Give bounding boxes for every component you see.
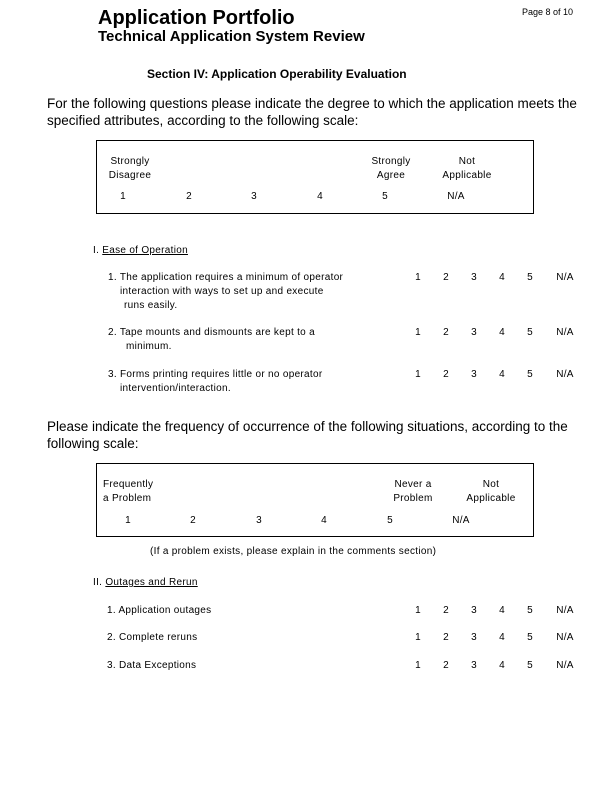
scale-value: N/A — [447, 191, 465, 202]
rating-option-1[interactable]: 1 — [415, 272, 421, 283]
rating-option-3[interactable]: 3 — [471, 632, 477, 643]
rating-option-2[interactable]: 2 — [443, 605, 449, 616]
rating-option-na[interactable]: N/A — [556, 605, 574, 616]
intro-text-2: Please indicate the frequency of occurrence of the following situations, according to the following scale: — [47, 419, 568, 451]
rating-option-4[interactable]: 4 — [499, 632, 505, 643]
rating-option-na[interactable]: N/A — [556, 660, 574, 671]
rating-option-5[interactable]: 5 — [527, 632, 533, 643]
rating-option-5[interactable]: 5 — [527, 660, 533, 671]
scale-label-never-a-problem: Never a Problem — [393, 479, 433, 504]
section-title: Section IV: Application Operability Evaluation — [147, 67, 407, 81]
rating-option-4[interactable]: 4 — [499, 605, 505, 616]
rating-option-3[interactable]: 3 — [471, 327, 477, 338]
rating-option-1[interactable]: 1 — [415, 660, 421, 671]
scale-value: 4 — [321, 515, 327, 526]
rating-option-na[interactable]: N/A — [556, 369, 574, 380]
question-2-3: 3. Data Exceptions — [107, 660, 197, 671]
page-number: Page 8 of 10 — [522, 7, 574, 17]
rating-option-na[interactable]: N/A — [556, 632, 574, 643]
scale-label-frequently-a-problem: Frequently a Problem — [103, 479, 154, 504]
scale-value: 4 — [317, 191, 323, 202]
rating-option-4[interactable]: 4 — [499, 272, 505, 283]
scale-value: 3 — [256, 515, 262, 526]
question-2-1: 1. Application outages — [107, 605, 212, 616]
scale-label-not-applicable: Not Applicable — [442, 156, 492, 181]
rating-option-3[interactable]: 3 — [471, 369, 477, 380]
rating-option-2[interactable]: 2 — [443, 327, 449, 338]
rating-option-1[interactable]: 1 — [415, 632, 421, 643]
rating-option-2[interactable]: 2 — [443, 660, 449, 671]
scale-label-strongly-disagree: Strongly Disagree — [108, 156, 152, 181]
rating-option-4[interactable]: 4 — [499, 660, 505, 671]
scale-label-strongly-agree: Strongly Agree — [371, 156, 411, 181]
scale-value: 2 — [186, 191, 192, 202]
document-title: Application Portfolio — [98, 7, 295, 29]
rating-option-5[interactable]: 5 — [527, 272, 533, 283]
question-2-2: 2. Complete reruns — [107, 632, 198, 643]
document-subtitle: Technical Application System Review — [98, 28, 365, 45]
rating-option-1[interactable]: 1 — [415, 327, 421, 338]
rating-option-na[interactable]: N/A — [556, 272, 574, 283]
intro-text-1: For the following questions please indicate the degree to which the application meets the specified attributes, according to the following scale: — [47, 96, 577, 128]
scale-note: (If a problem exists, please explain in the comments section) — [150, 546, 437, 557]
rating-option-1[interactable]: 1 — [415, 369, 421, 380]
part1-heading: I. Ease of Operation — [93, 245, 188, 256]
question-1-2: 2. Tape mounts and dismounts are kept to a minimum. — [108, 327, 315, 352]
scale-value: 2 — [190, 515, 196, 526]
rating-option-3[interactable]: 3 — [471, 660, 477, 671]
scale-value: 5 — [382, 191, 388, 202]
rating-option-1[interactable]: 1 — [415, 605, 421, 616]
rating-option-3[interactable]: 3 — [471, 605, 477, 616]
rating-option-5[interactable]: 5 — [527, 327, 533, 338]
scale-value: 5 — [387, 515, 393, 526]
rating-option-na[interactable]: N/A — [556, 327, 574, 338]
rating-option-5[interactable]: 5 — [527, 605, 533, 616]
scale-value: 1 — [125, 515, 131, 526]
question-1-3: 3. Forms printing requires little or no operator intervention/interaction. — [108, 369, 323, 394]
rating-option-2[interactable]: 2 — [443, 369, 449, 380]
part2-heading: II. Outages and Rerun — [93, 577, 198, 588]
question-1-1: 1. The application requires a minimum of operator interaction with ways to set up and execute runs easily. — [108, 272, 344, 311]
scale-value: 1 — [120, 191, 126, 202]
rating-option-4[interactable]: 4 — [499, 327, 505, 338]
scale-label-not-applicable: Not Applicable — [466, 479, 516, 504]
rating-option-3[interactable]: 3 — [471, 272, 477, 283]
rating-option-2[interactable]: 2 — [443, 272, 449, 283]
scale-value: N/A — [452, 515, 470, 526]
rating-option-2[interactable]: 2 — [443, 632, 449, 643]
rating-option-5[interactable]: 5 — [527, 369, 533, 380]
rating-option-4[interactable]: 4 — [499, 369, 505, 380]
scale-value: 3 — [251, 191, 257, 202]
